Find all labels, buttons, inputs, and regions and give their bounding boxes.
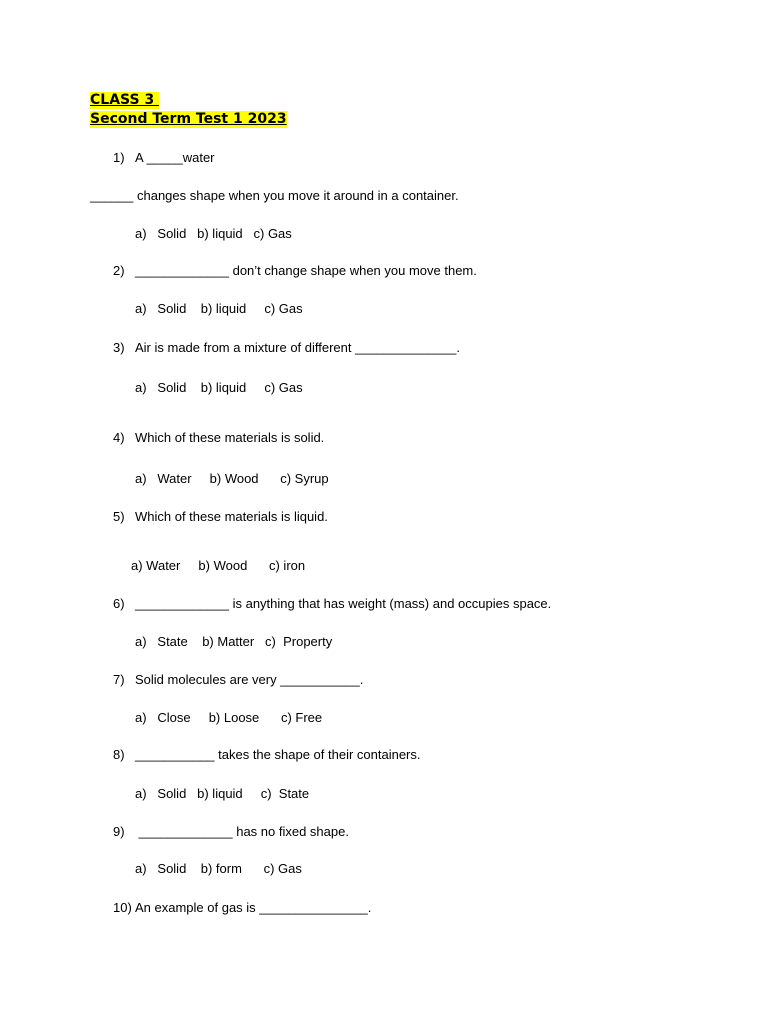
question-3-number: 3) [113,340,125,355]
question-9-number: 9) [113,824,125,839]
question-6-number: 6) [113,596,125,611]
question-2-number: 2) [113,263,125,278]
question-3-text: Air is made from a mixture of different ______________. [135,340,460,355]
question-6-options: a) State b) Matter c) Property [135,634,333,649]
question-2-options: a) Solid b) liquid c) Gas [135,301,303,316]
question-4-text: Which of these materials is solid. [135,430,325,445]
question-8-options: a) Solid b) liquid c) State [135,786,310,801]
question-3-options: a) Solid b) liquid c) Gas [135,380,303,395]
question-8-text: ___________ takes the shape of their containers. [135,747,421,762]
question-1-options: a) Solid b) liquid c) Gas [135,226,292,241]
test-title: Second Term Test 1 2023 [90,111,287,127]
question-6-text: _____________ is anything that has weight (mass) and occupies space. [135,596,552,611]
question-10-number: 10) [113,900,132,915]
question-10-text: An example of gas is _______________. [135,900,372,915]
question-1-text: A _____water [135,150,215,165]
question-2-text: _____________ don’t change shape when you move them. [135,263,477,278]
question-1-number: 1) [113,150,125,165]
question-1-continuation: ______ changes shape when you move it around in a container. [90,188,459,203]
question-7-options: a) Close b) Loose c) Free [135,710,323,725]
question-9-options: a) Solid b) form c) Gas [135,861,302,876]
question-7-number: 7) [113,672,125,687]
question-4-number: 4) [113,430,125,445]
class-label: CLASS 3 [90,92,160,108]
question-9-text: _____________ has no fixed shape. [135,824,349,839]
question-8-number: 8) [113,747,125,762]
question-5-number: 5) [113,509,125,524]
question-5-options: a) Water b) Wood c) iron [131,558,306,573]
question-4-options: a) Water b) Wood c) Syrup [135,471,329,486]
question-7-text: Solid molecules are very ___________. [135,672,364,687]
question-5-text: Which of these materials is liquid. [135,509,328,524]
